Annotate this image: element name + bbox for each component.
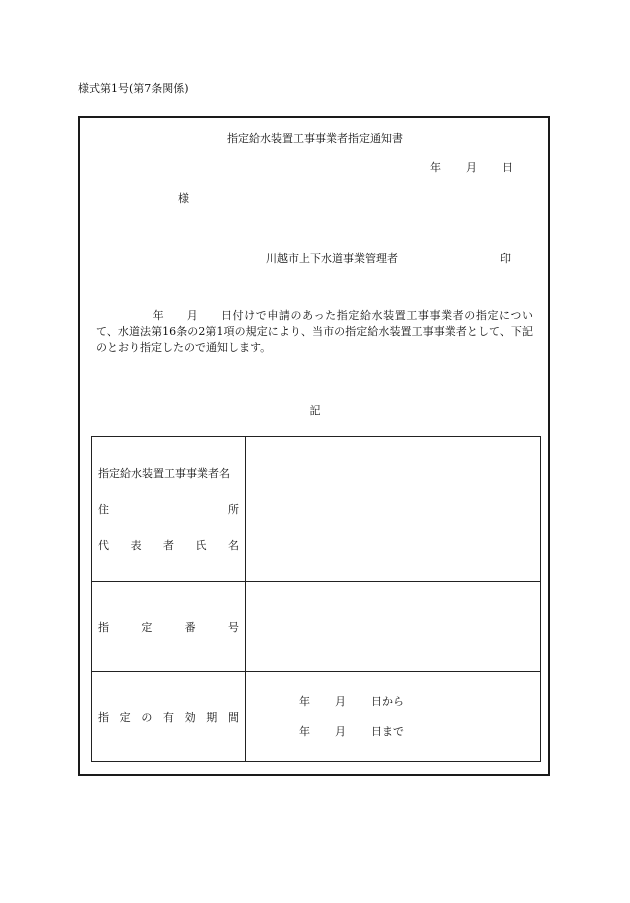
period-to: 年 月 日まで [299, 724, 404, 738]
form-number-label: 様式第1号(第7条関係) [78, 82, 189, 95]
recipient-honorific: 様 [178, 192, 189, 205]
business-name-label: 指定給水装置工事事業者名 [98, 467, 230, 480]
issue-date [430, 159, 513, 175]
body-year: 年 [152, 309, 165, 322]
designation-number-label: 指 定 番 号 [98, 620, 239, 634]
issuer-title: 川越市上下水道事業管理者 [266, 252, 398, 265]
validity-period-label-cell [92, 672, 246, 762]
designation-number-label-cell [92, 582, 246, 672]
details-table [91, 436, 541, 762]
designation-number-value-cell[interactable] [246, 582, 541, 672]
notice-body [96, 308, 533, 356]
table-row [92, 437, 541, 582]
period-from: 年 月 日から [299, 694, 404, 708]
date-year: 年 [430, 161, 441, 174]
address-label: 住 所 [98, 503, 239, 516]
business-info-label-cell [92, 437, 246, 582]
body-month: 月 [186, 309, 199, 322]
table-row [92, 672, 541, 762]
seal-mark: 印 [500, 252, 511, 265]
date-day: 日 [502, 161, 513, 174]
ki-heading: 記 [309, 404, 321, 417]
body-text: 日付けで申請のあった指定給水装置工事事業者の指定について、水道法第16条の2第1項の規定により、当市の指定給水装置工事事業者として、下記のとおり指定したので通知します。 [96, 309, 534, 354]
table-row [92, 582, 541, 672]
document-title: 指定給水装置工事事業者指定通知書 [227, 132, 403, 145]
date-month: 月 [466, 161, 477, 174]
validity-period-value-cell[interactable] [246, 672, 541, 762]
representative-label: 代 表 者 氏 名 [98, 539, 239, 552]
validity-period-label: 指 定 の 有 効 期 間 [98, 710, 239, 724]
business-info-value-cell[interactable] [246, 437, 541, 582]
